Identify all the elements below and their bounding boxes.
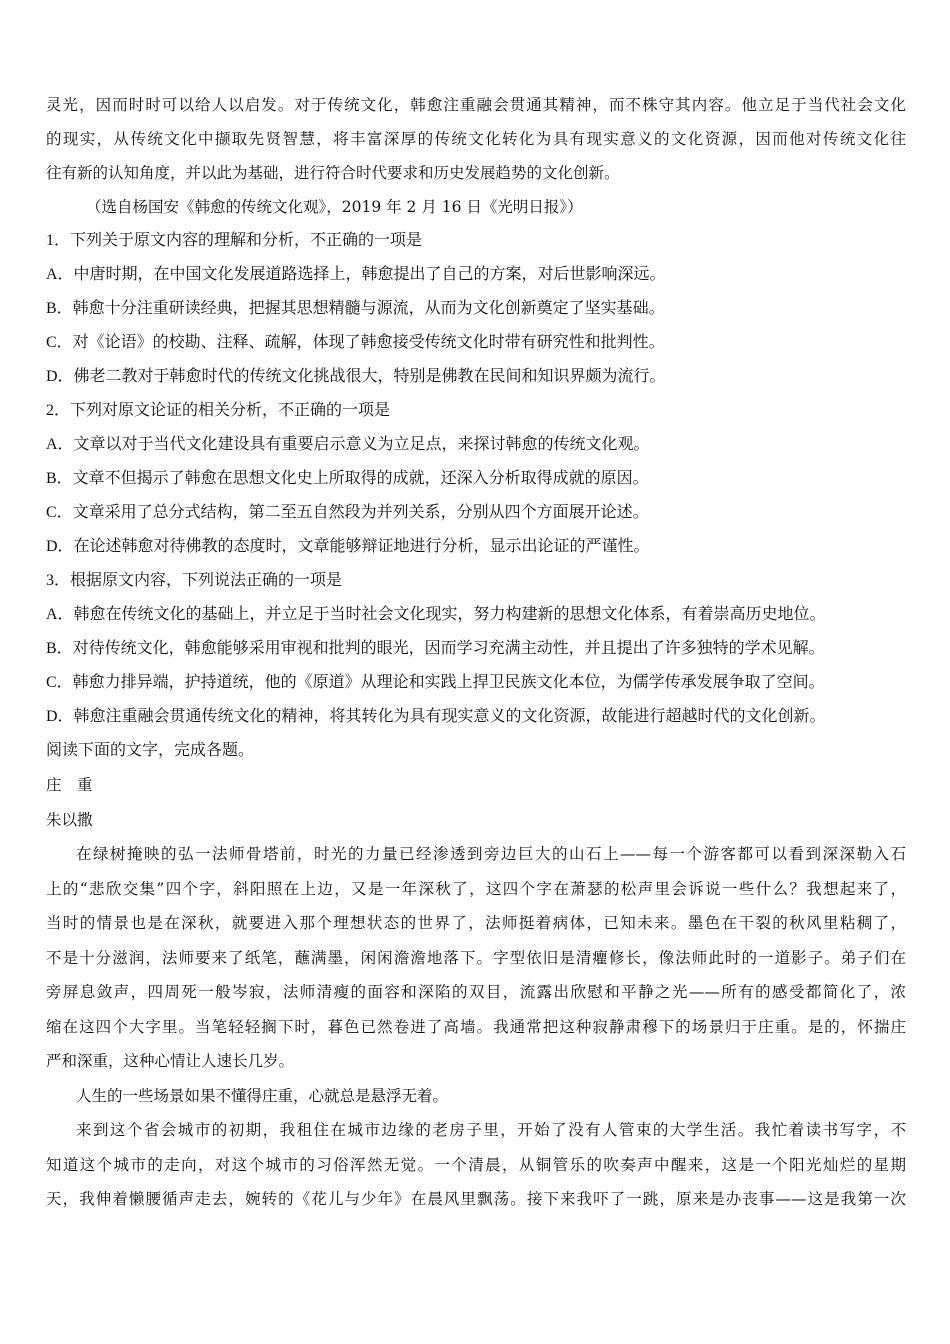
- question-3: [46, 564, 906, 734]
- story-title: 庄 重: [46, 776, 93, 794]
- story: [46, 768, 906, 1217]
- option-c: C．韩愈力排异端，护持道统，他的《原道》从理论和实践上捍卫民族文化本位，为儒学传承发展争取了空间。: [46, 674, 825, 691]
- option-c: C．对《论语》的校勘、注释、疏解，体现了韩愈接受传统文化时带有研究性和批判性。: [46, 334, 665, 351]
- story-paragraph-3: [46, 1113, 906, 1217]
- paragraph-line: 旁屏息敛声，四周死一般岑寂，法师清瘦的面容和深陷的双目，流露出欣慰和平静之光——所有的感受都简化了，浓: [46, 983, 906, 1001]
- paragraph-line: 来到这个省会城市的初期，我租住在城市边缘的老房子里，开始了没有人管束的大学生活。我忙着读书写字，不: [76, 1121, 906, 1139]
- paragraph-line: 上的“悲欣交集”四个字，斜阳照在上边，又是一年深秋了，这四个字在萧瑟的松声里会诉说一些什么？我想起来了，: [46, 879, 906, 898]
- option-a: A．中唐时期，在中国文化发展道路选择上，韩愈提出了自己的方案，对后世影响深远。: [46, 266, 666, 283]
- reading-instruction: 阅读下面的文字，完成各题。: [46, 742, 255, 759]
- passage-line: 往有新的认知角度，并以此为基础，进行符合时代要求和历史发展趋势的文化创新。: [46, 164, 620, 182]
- paragraph-line: 不是十分滋润，法师要来了纸笔，蘸满墨，闲闲澹澹地落下。字型依旧是清癯修长，像法师此时的一道影子。弟子们在: [46, 948, 906, 967]
- paragraph-line: 缩在这四个大字里。当笔轻轻搁下时，暮色已然卷进了高墙。我通常把这种寂静肃穆下的场景归于庄重。是的，怀揣庄: [46, 1017, 906, 1036]
- paragraph-line: 严和深重，这种心情让人速长几岁。: [46, 1052, 295, 1070]
- paragraph-line: 知道这个城市的走向，对这个城市的习俗浑然无觉。一个清晨，从铜管乐的吹奏声中醒来，这是一个阳光灿烂的星期: [46, 1155, 906, 1174]
- question-2: [46, 394, 906, 564]
- paragraph-line: 当时的情景也是在深秋，就要进入那个理想状态的世界了，法师挺着病体，已知未来。墨色在干裂的秋风里粘稠了，: [46, 914, 906, 932]
- option-d: D．韩愈注重融会贯通传统文化的精神，将其转化为具有现实意义的文化资源，故能进行超越时代的文化创新。: [46, 708, 826, 725]
- story-paragraph-1: [46, 837, 906, 1079]
- paragraph-line: 在绿树掩映的弘一法师骨塔前，时光的力量已经渗透到旁边巨大的山石上——每一个游客都可以看到深深勒入石: [76, 845, 906, 863]
- question-stem: 3．根据原文内容，下列说法正确的一项是: [46, 572, 343, 589]
- story-author: 朱以撒: [46, 810, 93, 829]
- passage-line: 的现实，从传统文化中撷取先贤智慧，将丰富深厚的传统文化转化为具有现实意义的文化资源，因而他对传统文化往: [46, 130, 906, 148]
- question-1: [46, 224, 906, 394]
- option-b: B．文章不但揭示了韩愈在思想文化史上所取得的成就，还深入分析取得成就的原因。: [46, 470, 649, 487]
- passage-line: 灵光，因而时时可以给人以启发。对于传统文化，韩愈注重融会贯通其精神，而不株守其内容。他立足于当代社会文化: [46, 96, 906, 114]
- option-d: D．在论述韩愈对待佛教的态度时，文章能够辩证地进行分析，显示出论证的严谨性。: [46, 538, 650, 555]
- option-b: B．对待传统文化，韩愈能够采用审视和批判的眼光，因而学习充满主动性，并且提出了许多独特的学术见解。: [46, 640, 825, 657]
- option-c: C．文章采用了总分式结构，第二至五自然段为并列关系，分别从四个方面展开论述。: [46, 504, 649, 521]
- option-a: A．文章以对于当代文化建设具有重要启示意义为立足点，来探讨韩愈的传统文化观。: [46, 436, 650, 453]
- passage-tail: [46, 88, 906, 190]
- story-paragraph-2: 人生的一些场景如果不懂得庄重，心就总是悬浮无着。: [76, 1086, 449, 1105]
- question-stem: 1．下列关于原文内容的理解和分析，不正确的一项是: [46, 232, 423, 249]
- option-b: B．韩愈十分注重研读经典，把握其思想精髓与源流，从而为文化创新奠定了坚实基础。: [46, 300, 665, 317]
- source-citation: （选自杨国安《韩愈的传统文化观》，2019 年 2 月 16 日《光明日报》）: [86, 198, 583, 216]
- option-a: A．韩愈在传统文化的基础上，并立足于当时社会文化现实，努力构建新的思想文化体系，有着崇高历史地位。: [46, 606, 826, 623]
- option-d: D．佛老二教对于韩愈时代的传统文化挑战很大，特别是佛教在民间和知识界颇为流行。: [46, 368, 666, 385]
- paragraph-line: 天，我伸着懒腰循声走去，婉转的《花儿与少年》在晨风里飘荡。接下来我吓了一跳，原来是办丧事——这是我第一次: [46, 1190, 906, 1208]
- question-stem: 2．下列对原文论证的相关分析，不正确的一项是: [46, 402, 391, 419]
